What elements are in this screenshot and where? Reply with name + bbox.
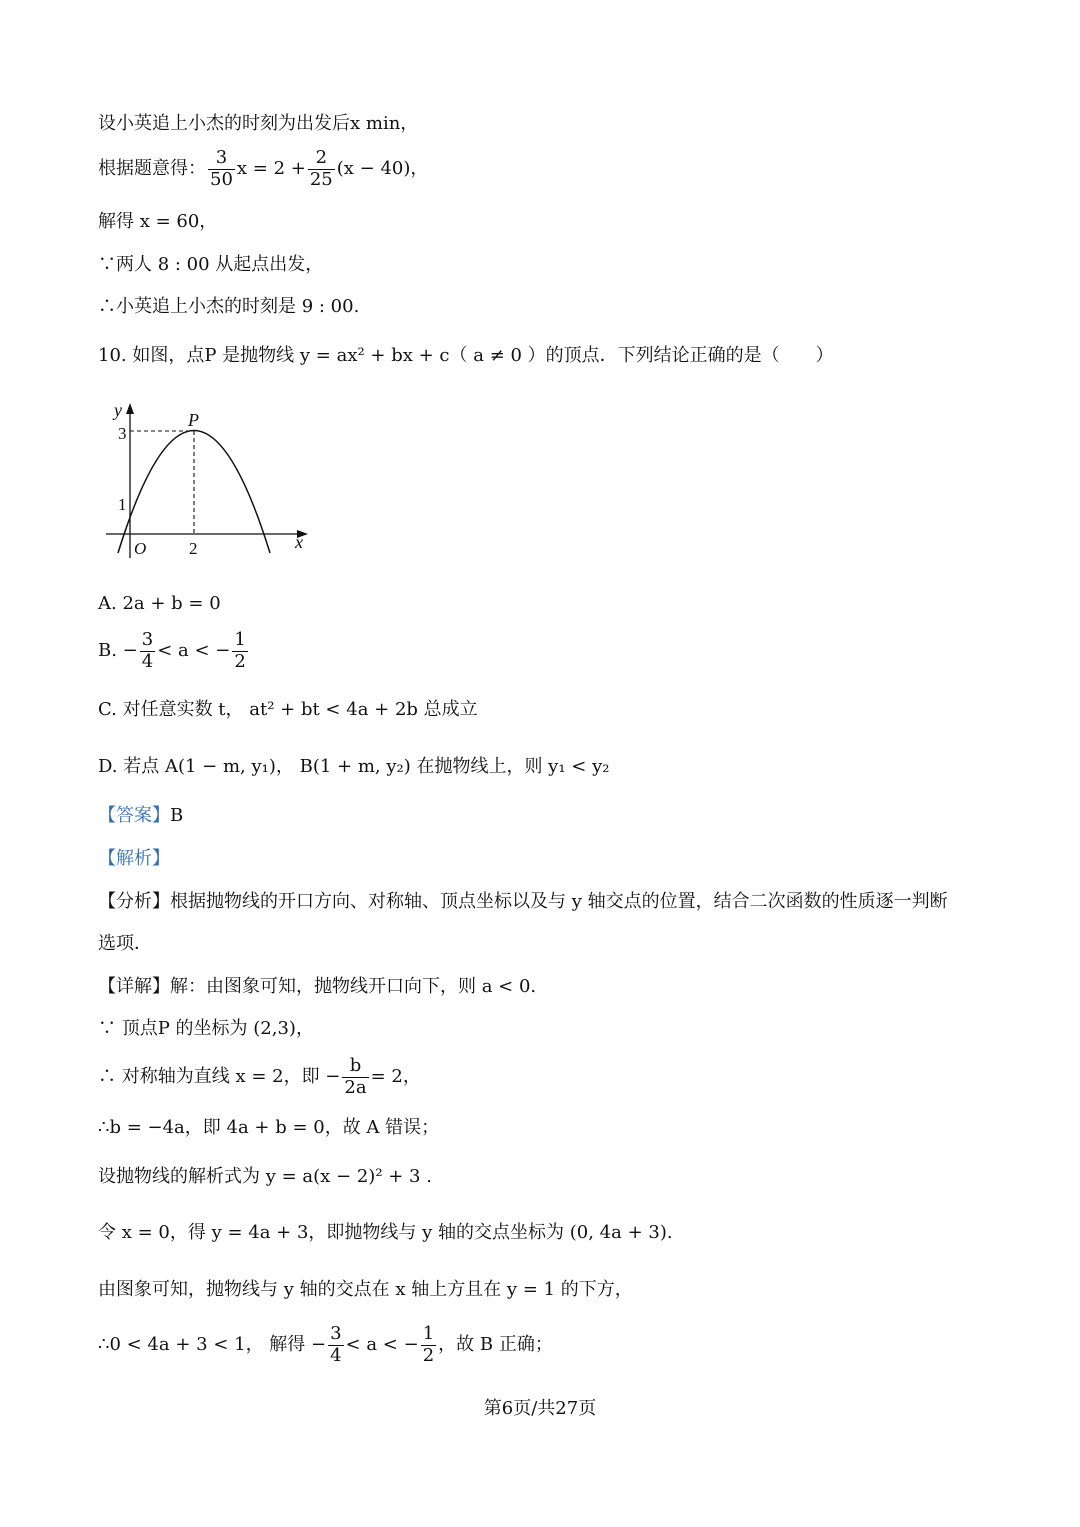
- analysis-l8-suffix: ，故 B 正确；: [438, 1334, 553, 1356]
- option-c: C. 对任意实数 t， at² + bt < 4a + 2b 总成立: [98, 699, 478, 720]
- xiangjie-line: [98, 978, 536, 996]
- x-label: x: [295, 532, 303, 552]
- prev-line-4: ∵两人 8 : 00 从起点出发，: [98, 254, 324, 275]
- analysis-l6: 令 x = 0，得 y = 4a + 3，即抛物线与 y 轴的交点坐标为 (0, 4a + 3).: [98, 1222, 673, 1243]
- analysis-l8-mid: < a < −: [345, 1334, 419, 1356]
- analysis-l7: 由图象可知，抛物线与 y 轴的交点在 x 轴上方且在 y = 1 的下方，: [98, 1279, 633, 1300]
- fraction-3-50: $\frac{3}{50}$: [210, 147, 233, 190]
- prev-line-2-mid: x = 2 +: [236, 158, 306, 180]
- y-axis-arrow: [126, 403, 134, 414]
- fraction-2-25: $\frac{2}{25}$: [309, 147, 333, 190]
- fraction-1-2: $\frac{1}{2}$: [234, 629, 246, 672]
- y-label: y: [114, 400, 122, 420]
- analysis-l3-suffix: = 2，: [370, 1066, 421, 1088]
- analysis-l8-prefix: ∴0 < 4a + 3 < 1， 解得 −: [98, 1334, 327, 1356]
- option-b: [98, 630, 250, 672]
- option-b-prefix: B. −: [98, 640, 138, 662]
- xiangjie-tag: 【详解】: [98, 976, 170, 997]
- vertex-label: P: [188, 410, 199, 430]
- fraction-3-4: $\frac{3}{4}$: [141, 629, 154, 672]
- origin-label: O: [134, 539, 147, 558]
- fraction-3-4-b: $\frac{3}{4}$: [330, 1323, 342, 1366]
- question-stem: 10. 如图，点P 是抛物线 y = ax² + bx + c（ a ≠ 0 ）的顶点．下列结论正确的是（ ）: [98, 345, 834, 366]
- tick-y1: 1: [118, 495, 127, 514]
- prev-line-1: 设小英追上小杰的时刻为出发后x min，: [98, 113, 419, 134]
- answer-value: B: [170, 805, 184, 826]
- answer-tag: 【答案】: [98, 805, 170, 826]
- fenxi-line: [98, 893, 948, 911]
- analysis-l4: ∴b = −4a，即 4a + b = 0，故 A 错误；: [98, 1117, 440, 1138]
- analysis-l5: 设抛物线的解析式为 y = a(x − 2)² + 3 .: [98, 1166, 432, 1187]
- analysis-l2: ∵ 顶点P 的坐标为 (2,3)，: [98, 1018, 314, 1039]
- analysis-l3: [98, 1056, 421, 1098]
- fenxi-tag: 【分析】: [98, 891, 170, 912]
- xiangjie-l1: 解：由图象可知，抛物线开口向下，则 a < 0.: [170, 976, 537, 997]
- answer-line: [98, 807, 183, 825]
- analysis-l8: [98, 1324, 553, 1366]
- page-footer: 第6页/共27页: [483, 1398, 597, 1419]
- fraction-b-2a: $\frac{b}{2a}$: [344, 1055, 367, 1098]
- prev-line-2-prefix: 根据题意得：: [98, 158, 206, 180]
- prev-line-2-suffix: (x − 40)，: [336, 158, 429, 180]
- option-d: D. 若点 A(1 − m, y₁)， B(1 + m, y₂) 在抛物线上，则 y₁ < y₂: [98, 756, 610, 777]
- tick-y3: 3: [118, 424, 127, 443]
- analysis-l3-prefix: ∴ 对称轴为直线 x = 2，即 −: [98, 1066, 341, 1088]
- parabola-figure: [100, 398, 315, 568]
- option-a: A. 2a + b = 0: [98, 593, 221, 614]
- prev-line-5: ∴小英追上小杰的时刻是 9 : 00.: [98, 296, 360, 317]
- analysis-tag: 【解析】: [98, 848, 170, 869]
- fenxi-line-2: 选项．: [98, 933, 152, 954]
- fenxi-text: 根据抛物线的开口方向、对称轴、顶点坐标以及与 y 轴交点的位置，结合二次函数的性质逐一判断: [170, 891, 948, 912]
- option-b-mid: < a < −: [157, 640, 231, 662]
- tick-x2: 2: [189, 539, 198, 558]
- prev-line-3: 解得 x = 60，: [98, 211, 218, 232]
- prev-line-2: [98, 148, 428, 190]
- fraction-1-2-b: $\frac{1}{2}$: [422, 1323, 435, 1366]
